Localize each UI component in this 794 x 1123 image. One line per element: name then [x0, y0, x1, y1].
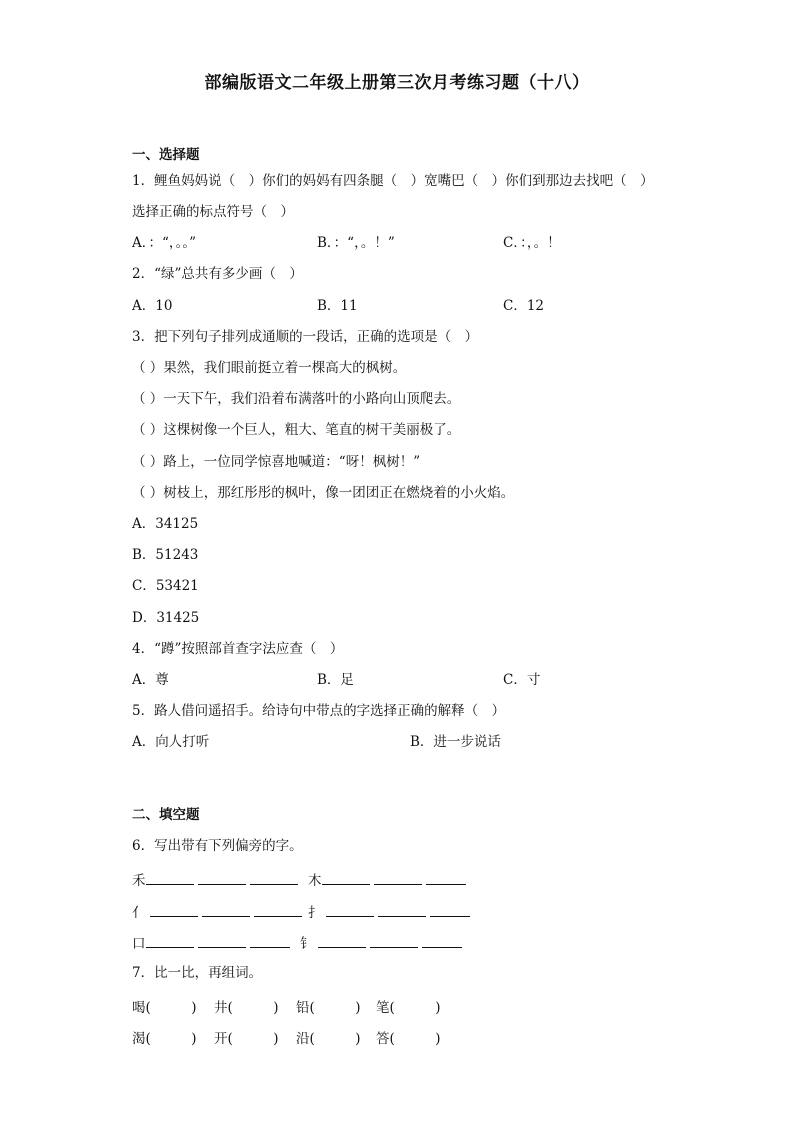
- answer-blank[interactable]: [430, 902, 470, 917]
- q7-word-cell[interactable]: 井( ): [214, 1000, 279, 1016]
- q1-option-c: C．：，。！: [503, 235, 561, 251]
- q3-sentence: （ ）这棵树像一个巨人，粗大、笔直的树干美丽极了。: [132, 422, 461, 438]
- answer-blank[interactable]: [326, 902, 374, 917]
- radical: 钅: [300, 936, 314, 952]
- answer-blank[interactable]: [322, 870, 370, 885]
- q3-stem: 3．把下列句子排列成通顺的一段话，正确的选项是（ ）: [132, 329, 479, 345]
- q6-row: [308, 870, 470, 890]
- q2-option-b: B．11: [317, 298, 358, 314]
- q3-option-c: C．53421: [132, 578, 199, 594]
- answer-blank[interactable]: [198, 870, 246, 885]
- answer-blank[interactable]: [318, 933, 366, 948]
- q5-option-a: A．向人打听: [132, 734, 210, 750]
- answer-blank[interactable]: [198, 933, 246, 948]
- answer-blank[interactable]: [150, 902, 198, 917]
- q3-option-b: B．51243: [132, 547, 199, 563]
- q1-stem-2: 选择正确的标点符号（ ）: [132, 204, 294, 220]
- q7-word-cell[interactable]: 铅( ): [296, 1000, 361, 1016]
- q3-sentence: （ ）一天下午，我们沿着布满落叶的小路向山顶爬去。: [132, 391, 461, 407]
- q6-row: [308, 902, 474, 922]
- q6-row: [132, 902, 306, 922]
- q7-word-cell[interactable]: 开( ): [214, 1031, 279, 1047]
- q2-option-a: A．10: [132, 298, 173, 314]
- q5-stem: 5．路人借问遥招手。给诗句中带点的字选择正确的解释（ ）: [132, 703, 506, 719]
- q7-stem: 7．比一比，再组词。: [132, 965, 263, 981]
- q7-word-cell[interactable]: 答( ): [376, 1031, 441, 1047]
- q7-word-cell[interactable]: 喝( ): [132, 1000, 197, 1016]
- radical: 亻: [132, 905, 146, 921]
- answer-blank[interactable]: [146, 933, 194, 948]
- q6-row: [132, 933, 294, 953]
- q6-row: [132, 870, 302, 890]
- q4-option-b: B．足: [317, 672, 354, 688]
- q1-option-a: A．：“，。。”: [132, 235, 197, 251]
- q3-option-d: D．31425: [132, 610, 200, 626]
- radical: 木: [308, 873, 322, 889]
- q6-stem: 6．写出带有下列偏旁的字。: [132, 838, 303, 854]
- q4-stem: 4．“蹲”按照部首查字法应查（ ）: [132, 641, 344, 657]
- q2-stem: 2．“绿”总共有多少画（ ）: [132, 266, 303, 282]
- section-heading-choice: 一、选择题: [132, 147, 200, 163]
- q4-option-a: A．尊: [132, 672, 169, 688]
- q7-word-cell[interactable]: 渴( ): [132, 1031, 197, 1047]
- q3-option-a: A．34125: [132, 516, 199, 532]
- answer-blank[interactable]: [146, 870, 194, 885]
- answer-blank[interactable]: [250, 870, 298, 885]
- q6-row: [300, 933, 466, 953]
- q7-word-cell[interactable]: 沿( ): [296, 1031, 361, 1047]
- section-heading-fill: 二、填空题: [132, 807, 200, 823]
- answer-blank[interactable]: [374, 870, 422, 885]
- answer-blank[interactable]: [426, 870, 466, 885]
- answer-blank[interactable]: [422, 933, 462, 948]
- q3-sentence: （ ）树枝上，那红彤彤的枫叶，像一团团正在燃烧着的小火焰。: [132, 485, 515, 501]
- answer-blank[interactable]: [250, 933, 290, 948]
- answer-blank[interactable]: [370, 933, 418, 948]
- q3-sentence: （ ）路上，一位同学惊喜地喊道：“呀！枫树！”: [132, 454, 421, 470]
- q4-option-c: C．寸: [503, 672, 541, 688]
- radical: 禾: [132, 873, 146, 889]
- q3-sentence: （ ）果然，我们眼前挺立着一棵高大的枫树。: [132, 360, 407, 376]
- q2-option-c: C．12: [503, 298, 545, 314]
- answer-blank[interactable]: [378, 902, 426, 917]
- radical: 口: [132, 936, 146, 952]
- answer-blank[interactable]: [254, 902, 302, 917]
- q5-option-b: B．进一步说话: [410, 734, 501, 750]
- q1-stem: 1．鲤鱼妈妈说（ ）你们的妈妈有四条腿（ ）宽嘴巴（ ）你们到那边去找吧（ ）: [132, 173, 654, 189]
- page-title: 部编版语文二年级上册第三次月考练习题（十八）: [204, 73, 590, 93]
- answer-blank[interactable]: [202, 902, 250, 917]
- q1-option-b: B．：“，。！”: [317, 235, 395, 251]
- q7-word-cell[interactable]: 笔( ): [376, 1000, 441, 1016]
- radical: 扌: [308, 905, 322, 921]
